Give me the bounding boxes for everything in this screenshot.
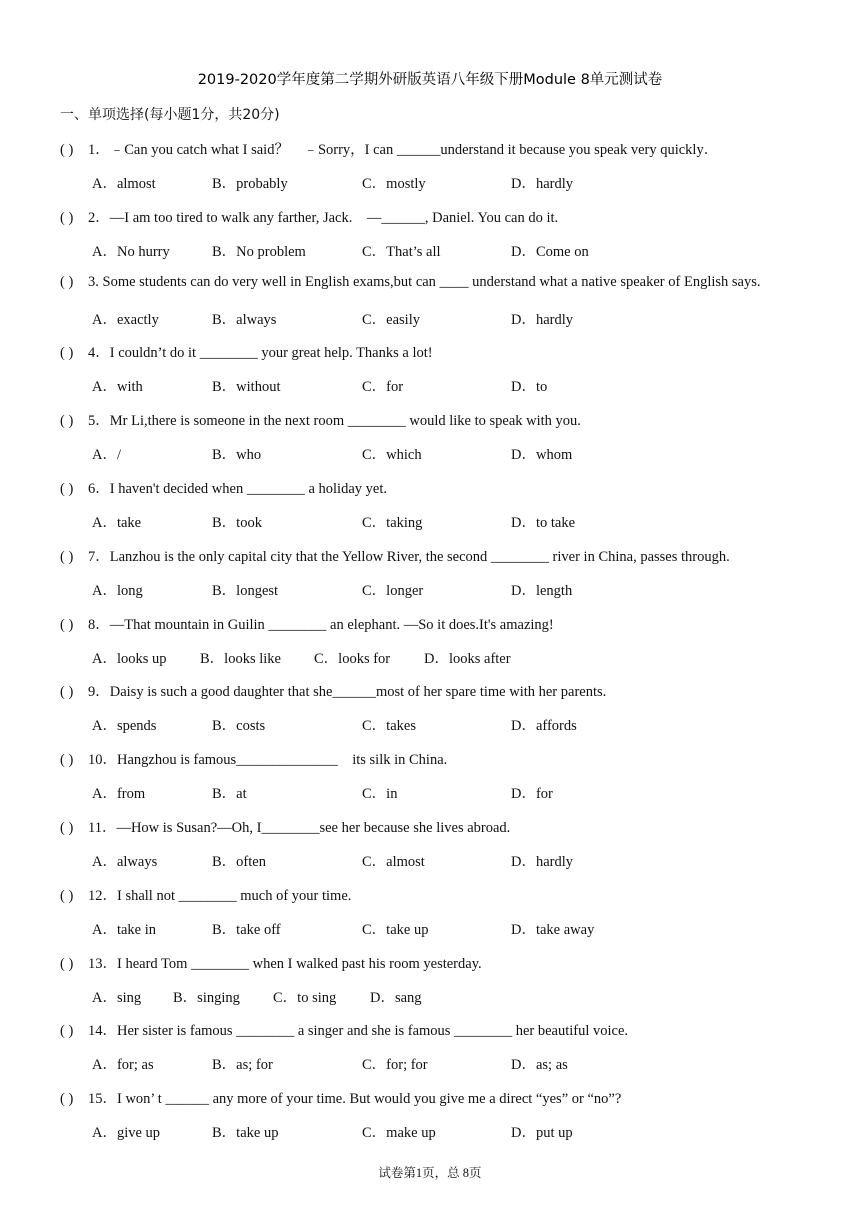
question-3 — [60, 274, 761, 291]
answer-blank: ( ) — [60, 210, 74, 226]
question-13 — [60, 952, 482, 973]
option-c: C．for; for — [362, 1057, 428, 1073]
question-stem: 14．Her sister is famous ________ a singer and she is famous ________ her beautiful voice. — [88, 1023, 629, 1039]
option-a: A．/ — [92, 447, 121, 463]
option-c: C．looks for — [314, 651, 391, 667]
option-a: A．long — [92, 583, 143, 599]
option-d: D．hardly — [511, 176, 574, 192]
question-stem: 6．I haven't decided when ________ a holiday yet. — [88, 481, 387, 497]
question-stem: 5．Mr Li,there is someone in the next room ________ would like to speak with you. — [88, 413, 581, 429]
question-7 — [60, 545, 730, 566]
option-b: B．looks like — [200, 651, 281, 667]
option-b: B．who — [212, 447, 262, 463]
question-14 — [60, 1019, 628, 1040]
option-c: C．almost — [362, 854, 425, 870]
option-c: C．mostly — [362, 176, 426, 192]
option-c: C．make up — [362, 1125, 436, 1141]
option-c: C．in — [362, 786, 398, 802]
option-d: D．as; as — [511, 1057, 568, 1073]
question-1 — [60, 138, 718, 159]
question-stem: 3. Some students can do very well in English exams,but can ____ understand what a native speaker of English says. — [88, 274, 761, 290]
option-b: B．take off — [212, 922, 281, 938]
option-b: B．at — [212, 786, 247, 802]
question-15 — [60, 1087, 621, 1108]
answer-blank: ( ) — [60, 345, 74, 361]
answer-blank: ( ) — [60, 820, 74, 836]
question-12 — [60, 884, 351, 905]
answer-blank: ( ) — [60, 1091, 74, 1107]
question-4 — [60, 341, 433, 362]
question-5 — [60, 409, 581, 430]
question-6 — [60, 477, 387, 498]
option-d: D．for — [511, 786, 553, 802]
option-d: D．looks after — [424, 651, 511, 667]
page-title: 2019-2020学年度第二学期外研版英语八年级下册Module 8单元测试卷 — [197, 72, 663, 88]
option-a: A．spends — [92, 718, 157, 734]
question-10 — [60, 748, 447, 769]
option-c: C．longer — [362, 583, 424, 599]
answer-blank: ( ) — [60, 413, 74, 429]
page-footer: 试卷第1页，总 8页 — [378, 1166, 482, 1180]
option-d: D．to take — [511, 515, 576, 531]
option-c: C．take up — [362, 922, 429, 938]
option-a: A．almost — [92, 176, 156, 192]
option-c: C．takes — [362, 718, 416, 734]
answer-blank: ( ) — [60, 956, 74, 972]
option-a: A．with — [92, 379, 143, 395]
option-b: B．costs — [212, 718, 266, 734]
question-11 — [60, 816, 510, 837]
option-d: D．put up — [511, 1125, 573, 1141]
option-a: A．take — [92, 515, 142, 531]
option-c: C．for — [362, 379, 404, 395]
option-b: B．often — [212, 854, 266, 870]
option-b: B．No problem — [212, 244, 306, 260]
option-d: D．length — [511, 583, 573, 599]
option-a: A．looks up — [92, 651, 167, 667]
option-d: D．sang — [370, 990, 422, 1006]
option-b: B．took — [212, 515, 262, 531]
option-b: B．longest — [212, 583, 279, 599]
question-8 — [60, 613, 554, 634]
option-d: D．to — [511, 379, 548, 395]
question-stem: 15．I won’ t ______ any more of your time. But would you give me a direct “yes” or “no”? — [88, 1091, 622, 1107]
option-d: D．Come on — [511, 244, 589, 260]
option-c: C．to sing — [273, 990, 337, 1006]
option-a: A．No hurry — [92, 244, 170, 260]
question-stem: 4．I couldn’t do it ________ your great help. Thanks a lot! — [88, 345, 433, 361]
answer-blank: ( ) — [60, 274, 74, 290]
option-b: B．probably — [212, 176, 288, 192]
question-stem: 13．I heard Tom ________ when I walked past his room yesterday. — [88, 956, 482, 972]
option-d: D．affords — [511, 718, 577, 734]
question-stem: 1．﹣Can you catch what I said？ ﹣Sorry，I can ______understand it because you speak very quickly． — [88, 142, 719, 158]
question-stem: 9．Daisy is such a good daughter that she______most of her spare time with her parents. — [88, 684, 607, 700]
option-d: D．whom — [511, 447, 573, 463]
option-c: C．which — [362, 447, 422, 463]
answer-blank: ( ) — [60, 142, 74, 158]
answer-blank: ( ) — [60, 481, 74, 497]
option-a: A．for; as — [92, 1057, 154, 1073]
question-stem: 11．—How is Susan?—Oh, I________see her because she lives abroad. — [88, 820, 511, 836]
answer-blank: ( ) — [60, 1023, 74, 1039]
option-b: B．singing — [173, 990, 240, 1006]
question-stem: 12．I shall not ________ much of your time. — [88, 888, 352, 904]
option-b: B．without — [212, 379, 281, 395]
option-a: A．exactly — [92, 312, 159, 328]
option-a: A．always — [92, 854, 158, 870]
answer-blank: ( ) — [60, 684, 74, 700]
option-d: D．hardly — [511, 312, 574, 328]
option-d: D．take away — [511, 922, 595, 938]
option-b: B．as; for — [212, 1057, 273, 1073]
option-d: D．hardly — [511, 854, 574, 870]
option-c: C．taking — [362, 515, 423, 531]
question-stem: 10．Hangzhou is famous______________ its silk in China. — [88, 752, 448, 768]
answer-blank: ( ) — [60, 752, 74, 768]
question-2 — [60, 206, 558, 227]
answer-blank: ( ) — [60, 888, 74, 904]
option-b: B．always — [212, 312, 277, 328]
option-c: C．That’s all — [362, 244, 441, 260]
option-a: A．from — [92, 786, 146, 802]
option-a: A．give up — [92, 1125, 161, 1141]
option-c: C．easily — [362, 312, 420, 328]
question-stem: 2．—I am too tired to walk any farther, Jack. —______, Daniel. You can do it. — [88, 210, 559, 226]
section-heading: 一、单项选择(每小题1分，共20分) — [60, 107, 280, 123]
option-a: A．sing — [92, 990, 142, 1006]
option-b: B．take up — [212, 1125, 279, 1141]
question-9 — [60, 680, 606, 701]
option-a: A．take in — [92, 922, 157, 938]
answer-blank: ( ) — [60, 617, 74, 633]
question-stem: 8．—That mountain in Guilin ________ an elephant. —So it does.It's amazing! — [88, 617, 554, 633]
answer-blank: ( ) — [60, 549, 74, 565]
question-stem: 7．Lanzhou is the only capital city that the Yellow River, the second ________ river in China, passes through. — [88, 549, 730, 565]
